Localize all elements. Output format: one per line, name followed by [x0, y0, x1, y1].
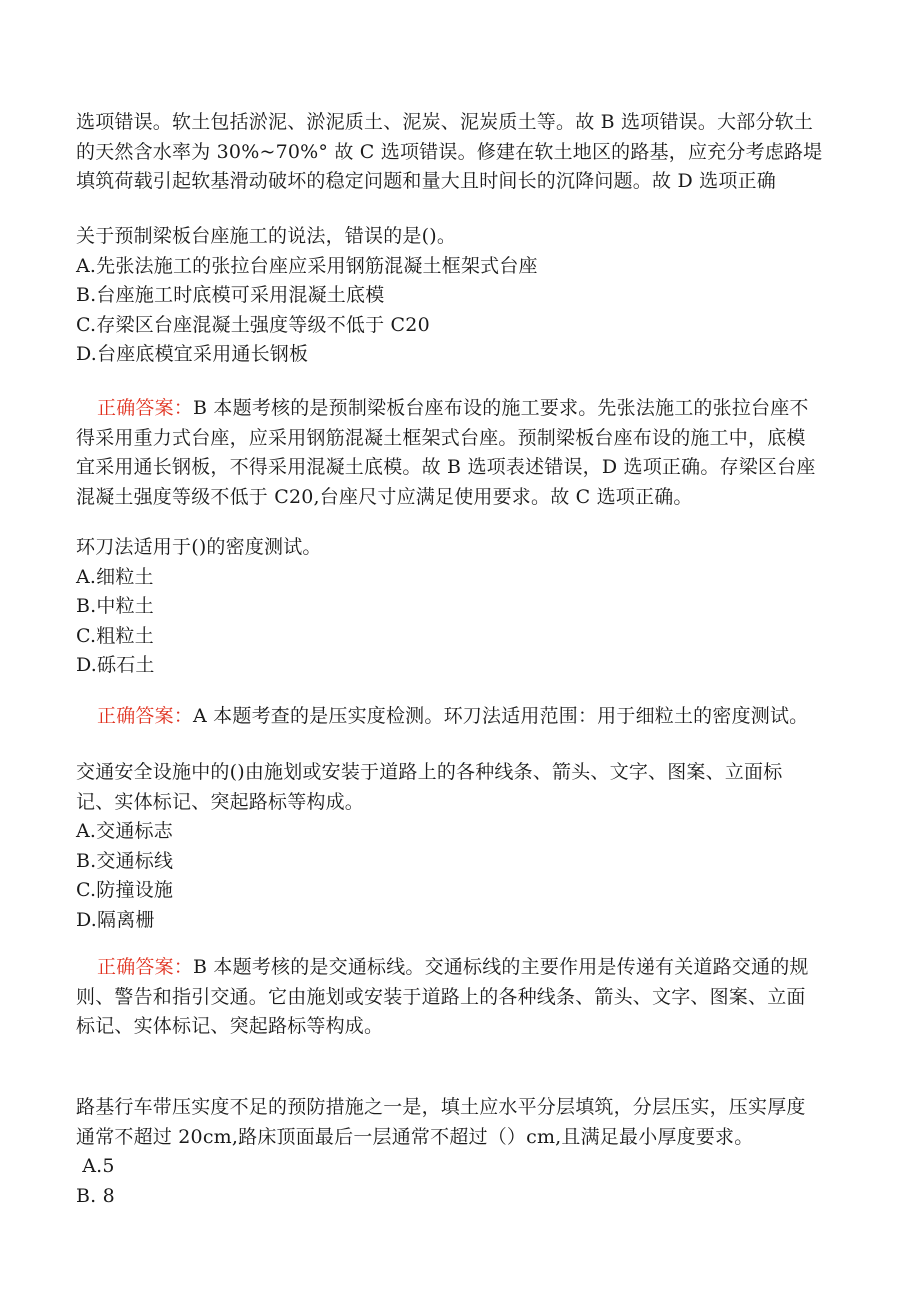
answer-line: 得采用重力式台座，应采用钢筋混凝土框架式台座。预制梁板台座布设的施工中，底模: [76, 426, 806, 449]
question-1: [76, 222, 846, 370]
answer-line: 则、警告和指引交通。它由施划或安装于道路上的各种线条、箭头、文字、图案、立面: [76, 985, 806, 1008]
option-b: B. 8: [76, 1184, 115, 1207]
answer-label: 正确答案：: [97, 956, 194, 978]
option-a: A.交通标志: [76, 820, 173, 842]
intro-explanation: [76, 108, 846, 197]
answer-text: A 本题考查的是压实度检测。环刀法适用范围：用于细粒土的密度测试。: [193, 705, 809, 727]
question-stem: 路基行车带压实度不足的预防措施之一是，填土应水平分层填筑，分层压实，压实厚度: [76, 1096, 806, 1118]
option-b: B.台座施工时底模可采用混凝土底模: [76, 284, 385, 306]
question-4: [76, 1093, 846, 1211]
answer-line: [76, 702, 846, 732]
option-a: A.细粒土: [76, 565, 154, 588]
question-stem: 记、实体标记、突起路标等构成。: [76, 790, 365, 813]
option-d: D.台座底模宜采用通长钢板: [76, 343, 309, 365]
question-stem: 关于预制梁板台座施工的说法，错误的是()。: [76, 225, 457, 247]
answer-3: [76, 953, 846, 1042]
answer-line: 混凝土强度等级不低于 C20,台座尺寸应满足使用要求。故 C 选项正确。: [76, 485, 693, 508]
option-b: B.交通标线: [76, 849, 174, 872]
question-3: [76, 758, 846, 935]
answer-line: [76, 953, 846, 983]
option-c: C.存梁区台座混凝土强度等级不低于 C20: [76, 313, 430, 336]
answer-line: 宜采用通长钢板，不得采用混凝土底模。故 B 选项表述错误，D 选项正确。存梁区台座: [76, 456, 816, 478]
option-c: C.防撞设施: [76, 879, 174, 901]
answer-text: B 本题考核的是交通标线。交通标线的主要作用是传递有关道路交通的规: [193, 956, 809, 978]
option-a: A.先张法施工的张拉台座应采用钢筋混凝土框架式台座: [76, 254, 538, 277]
intro-line: 填筑荷载引起软基滑动破坏的稳定问题和量大且时间长的沉降问题。故 D 选项正确: [76, 170, 776, 192]
answer-1: [76, 394, 846, 512]
answer-2: [76, 702, 846, 732]
option-b: B.中粒土: [76, 595, 155, 617]
question-stem: 通常不超过 20cm,路床顶面最后一层通常不超过（）cm,且满足最小厚度要求。: [76, 1125, 754, 1148]
question-stem: 环刀法适用于()的密度测试。: [76, 536, 322, 558]
question-stem: 交通安全设施中的()由施划或安装于道路上的各种线条、箭头、文字、图案、立面标: [76, 761, 783, 783]
answer-label: 正确答案：: [97, 705, 194, 727]
answer-line: 标记、实体标记、突起路标等构成。: [76, 1015, 384, 1037]
option-c: C.粗粒土: [76, 624, 154, 647]
option-d: D.砾石土: [76, 654, 155, 676]
answer-label: 正确答案：: [97, 397, 194, 419]
answer-text: B 本题考核的是预制梁板台座布设的施工要求。先张法施工的张拉台座不: [193, 397, 809, 419]
question-2: [76, 533, 846, 681]
intro-line: 选项错误。软土包括淤泥、淤泥质土、泥炭、泥炭质土等。故 B 选项错误。大部分软土: [76, 111, 814, 133]
intro-line: 的天然含水率为 30%~70%° 故 C 选项错误。修建在软土地区的路基，应充分考虑路堤: [76, 140, 823, 163]
option-d: D.隔离栅: [76, 908, 155, 931]
option-a: A.5: [76, 1155, 115, 1177]
answer-line: [76, 394, 846, 424]
